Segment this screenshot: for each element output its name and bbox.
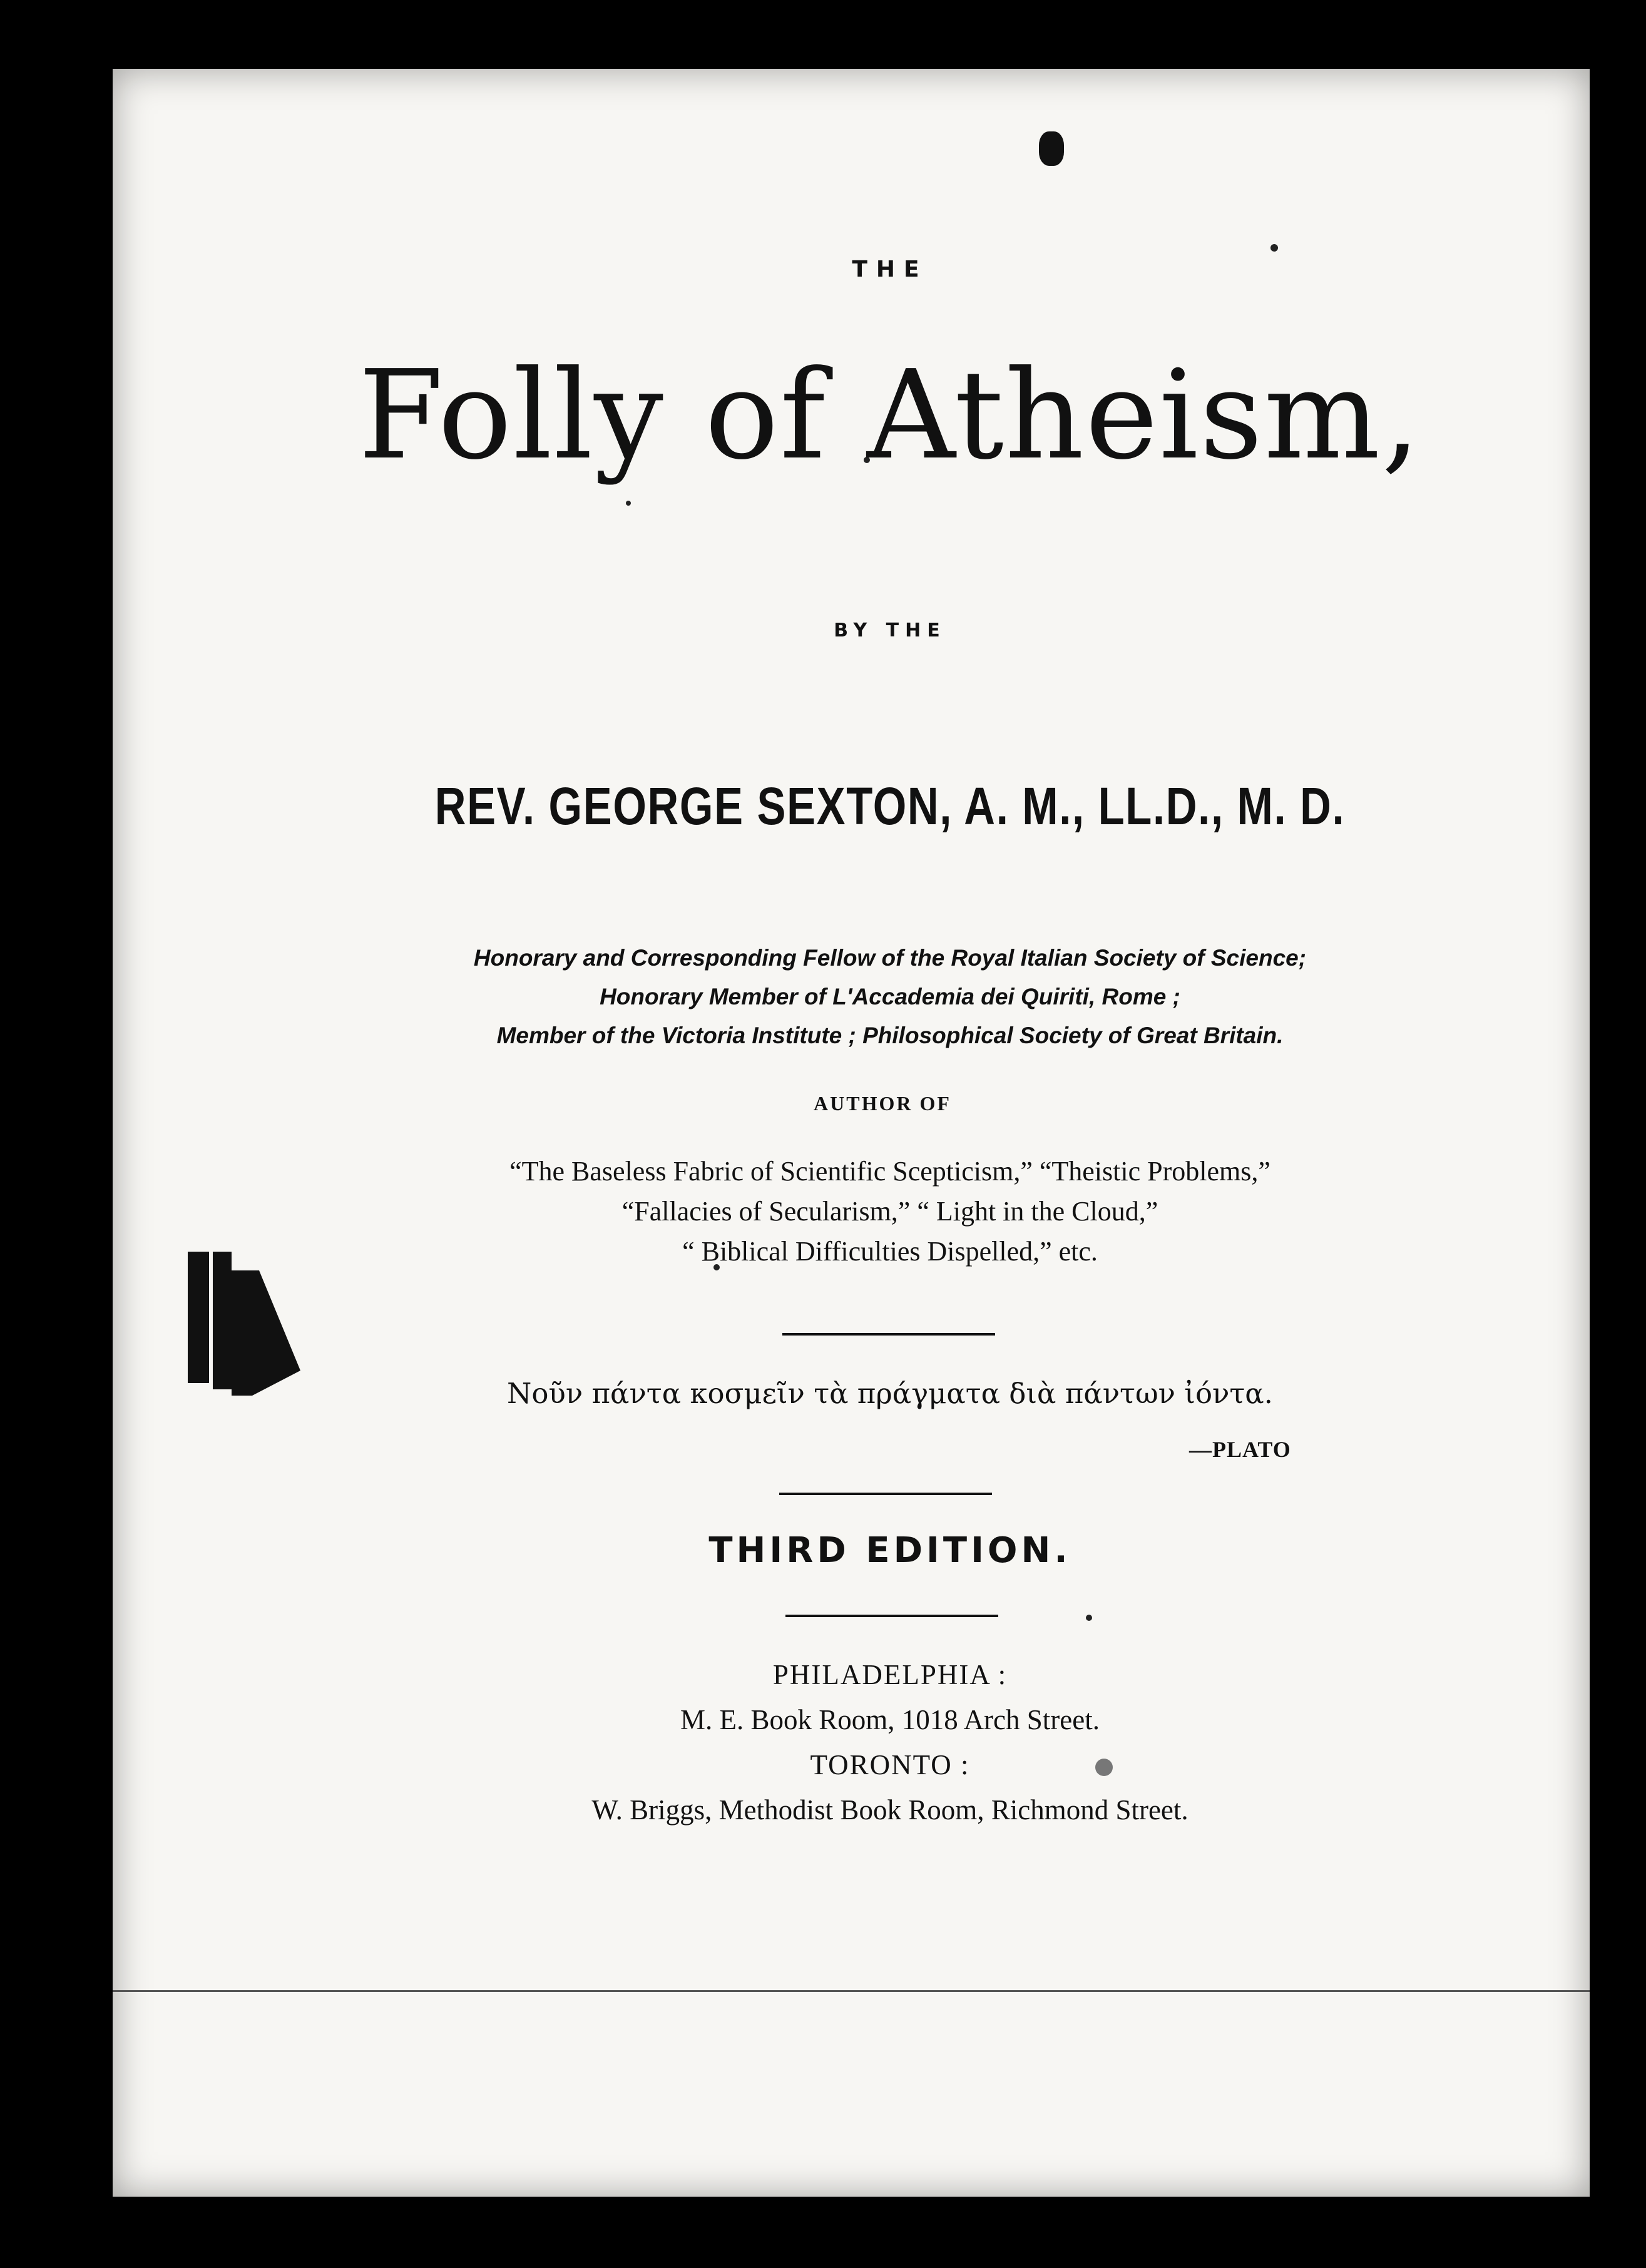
greek-epigraph: Νοῦν πάντα κοσμεῖν τὰ πράγματα διὰ πάντων ἰόντα. (507, 1377, 1273, 1410)
author-name: REV. GEORGE SEXTON, A. M., LL.D., M. D. (434, 777, 1346, 835)
fold-line (113, 1990, 1590, 1992)
work-line: “ Biblical Difficulties Dispelled,” etc. (682, 1236, 1098, 1267)
ink-blot (213, 1252, 232, 1389)
book-title: Folly of Atheism, (358, 344, 1422, 487)
credential-line: Honorary and Corresponding Fellow of the Royal Italian Society of Science; (473, 945, 1307, 971)
work-line: “Fallacies of Secularism,” “ Light in the Cloud,” (621, 1196, 1158, 1227)
divider-rule (779, 1493, 992, 1495)
title-article: THE (852, 257, 928, 282)
dust-speck (1270, 244, 1278, 252)
imprint-publisher: W. Briggs, Methodist Book Room, Richmond Street. (591, 1794, 1188, 1826)
imprint-publisher: M. E. Book Room, 1018 Arch Street. (680, 1704, 1100, 1735)
credential-line: Honorary Member of L'Accademia dei Quiriti, Rome ; (600, 984, 1180, 1009)
divider-rule (782, 1333, 995, 1336)
epigraph-attribution: —PLATO (1189, 1437, 1291, 1462)
dust-speck (1086, 1615, 1092, 1621)
ink-blot (1039, 131, 1064, 166)
edition-label: THIRD EDITION. (708, 1530, 1071, 1571)
work-line: “The Baseless Fabric of Scientific Scepticism,” “Theistic Problems,” (509, 1156, 1270, 1187)
imprint-city: TORONTO : (810, 1749, 970, 1780)
imprint-city: PHILADELPHIA : (772, 1659, 1008, 1690)
other-works-list (151, 1152, 1590, 1272)
author-of-heading: AUTHOR OF (814, 1092, 951, 1115)
byline-intro: BY THE (834, 620, 946, 641)
author-credentials (151, 939, 1590, 1055)
divider-rule (785, 1615, 998, 1617)
dust-speck (626, 501, 631, 506)
scanned-title-page (113, 69, 1590, 2197)
credential-line: Member of the Victoria Institute ; Philosophical Society of Great Britain. (496, 1023, 1284, 1048)
